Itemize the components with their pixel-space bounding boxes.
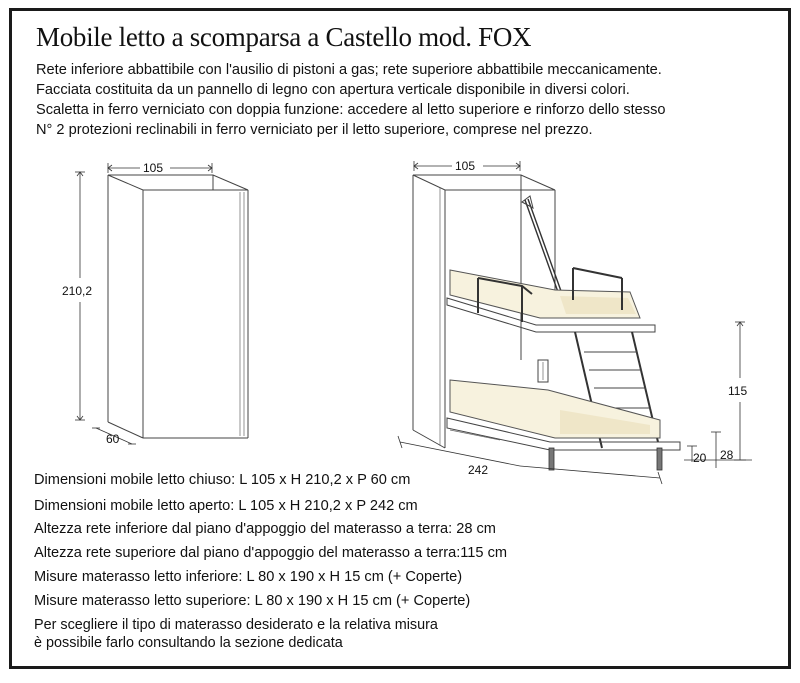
spec-line-lower-net: Altezza rete inferiore dal piano d'appoggio del materasso a terra: 28 cm xyxy=(34,521,496,537)
description-line-3: Scaletta in ferro verniciato con doppia funzione: accedere al letto superiore e rinforzo dello stesso xyxy=(36,102,666,118)
page-title: Mobile letto a scomparsa a Castello mod. FOX xyxy=(36,22,532,52)
spec-line-closed: Dimensioni mobile letto chiuso: L 105 x H 210,2 x P 60 cm xyxy=(34,472,411,488)
upper-height-label: 115 xyxy=(728,384,748,398)
closed-depth-label: 60 xyxy=(106,432,120,446)
closed-height-label: 210,2 xyxy=(62,284,93,298)
spec-line-open: Dimensioni mobile letto aperto: L 105 x H 210,2 x P 242 cm xyxy=(34,498,418,514)
description-line-2: Facciata costituita da un pannello di legno con apertura verticale disponibile in diversi colori. xyxy=(36,82,630,98)
description-line-4: N° 2 protezioni reclinabili in ferro verniciato per il letto superiore, comprese nel prezzo. xyxy=(36,122,593,138)
description-line-1: Rete inferiore abbattibile con l'ausilio di pistoni a gas; rete superiore abbattibile meccanicamente. xyxy=(36,62,662,78)
base-label: 20 xyxy=(693,451,707,465)
open-depth-label: 242 xyxy=(468,463,489,477)
lower-height-label: 28 xyxy=(720,448,734,462)
spec-line-upper-net: Altezza rete superiore dal piano d'appoggio del materasso a terra:115 cm xyxy=(34,545,508,561)
closed-cabinet-drawing xyxy=(62,161,248,446)
spec-line-upper-mattress: Misure materasso letto superiore: L 80 x 190 x H 15 cm (+ Coperte) xyxy=(34,593,471,609)
closed-width-label: 105 xyxy=(143,161,164,175)
spec-line-lower-mattress: Misure materasso letto inferiore: L 80 x 190 x H 15 cm (+ Coperte) xyxy=(34,569,463,585)
footer-line-1: Per scegliere il tipo di materasso desiderato e la relativa misura xyxy=(34,617,438,633)
footer-line-2: è possibile farlo consultando la sezione dedicata xyxy=(34,635,343,651)
open-width-label: 105 xyxy=(455,159,476,173)
open-bunk-bed-drawing xyxy=(398,159,752,484)
